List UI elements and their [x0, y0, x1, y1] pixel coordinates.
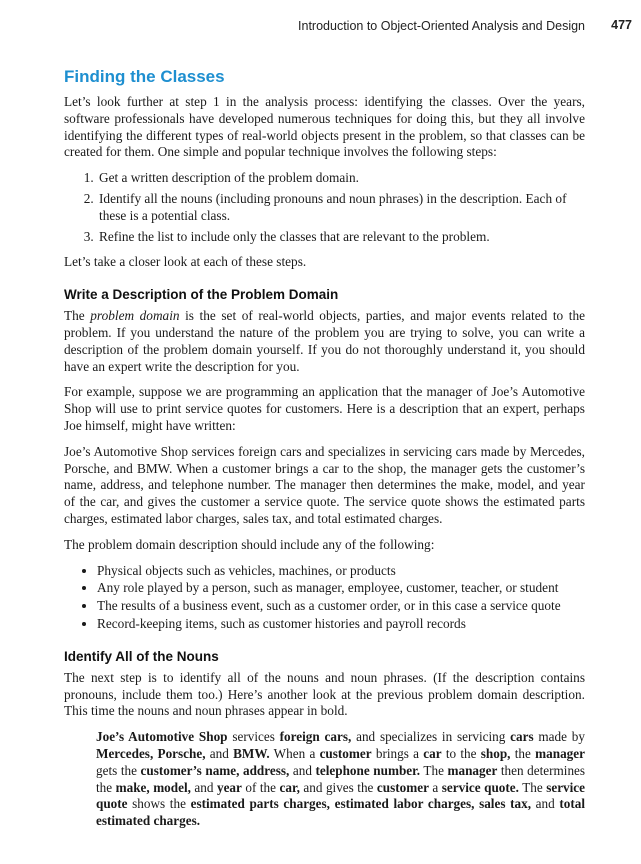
quote-text: and [190, 779, 217, 795]
quote-text: and [531, 796, 560, 812]
bold-noun: service quote [96, 779, 586, 812]
should-include-paragraph: The problem domain description should include any of the following: [64, 536, 435, 552]
bullet-list [64, 563, 585, 633]
quote-text: The [518, 779, 547, 795]
description-paragraph: Joe’s Automotive Shop services foreign cars and specializes in servicing cars made by Mercedes, Porsche, and BMW. When a customer brings a car to the shop, the manager gets the customer’s name, address, and telephone number. The manager then determines the make, model, and year of the car, and gives the customer a service quote. The service quote shows the estimated parts charges, estimated labor charges, sales tax, and total estimated charges. [64, 443, 585, 526]
bold-noun: total estimated charges. [96, 796, 586, 829]
text-run: is the set of real-world objects, parties, and major events related to the problem. If you understand the nature of the problem you are trying to solve, you can write a description of the problem domain yourself. If you do not thoroughly understand it, you should have an expert write the description for you. [64, 308, 586, 374]
quote-text: When a [269, 745, 320, 761]
quote-text: the [510, 745, 536, 761]
bold-noun: BMW. [233, 745, 270, 761]
bold-noun: year [216, 779, 242, 795]
term-problem-domain: problem domain [90, 308, 180, 324]
quote-text: shows the [127, 796, 191, 812]
text-run: The [64, 308, 91, 324]
quote-text: and specializes in servicing [351, 729, 511, 745]
nouns-paragraph: The next step is to identify all of the nouns and noun phrases. (If the description contains pronouns, include them too.) Here’s another look at the previous problem domain description. This time the nouns and noun phrases appear in bold. [64, 669, 585, 719]
bold-noun: manager [535, 745, 585, 761]
step-item: 2. Identify all the nouns (including pronouns and noun phrases) in the description. Each of these is a potential class. [97, 191, 585, 225]
outro-paragraph: Let’s take a closer look at each of these steps. [64, 254, 307, 270]
step-item: 1. Get a written description of the problem domain. [97, 170, 585, 187]
bold-noun: foreign cars, [279, 729, 352, 745]
bold-noun: shop, [480, 745, 511, 761]
bold-noun: Mercedes, Porsche, [96, 745, 206, 761]
intro-paragraph: Let’s look further at step 1 in the analysis process: identifying the classes. Over the years, software professionals have developed numerous techniques for doing this, but they all involve identifying the different types of real-world objects present in the problem, so that classes can be created for them. One simple and popular technique involves the following steps: [64, 94, 585, 160]
page-number: 477 [611, 18, 632, 32]
quote-text: of the [241, 779, 280, 795]
bullet-item: • Any role played by a person, such as manager, employee, customer, teacher, or student [97, 580, 585, 597]
bold-noun: telephone number. [315, 762, 421, 778]
step-item: 3. Refine the list to include only the classes that are relevant to the problem. [97, 229, 585, 246]
bold-noun: customer [376, 779, 429, 795]
bullet-item: • Record-keeping items, such as customer histories and payroll records [97, 616, 585, 633]
page-content [64, 66, 585, 830]
bold-noun: customer’s name, address, [140, 762, 290, 778]
bullet-item: • The results of a business event, such as a customer order, or in this case a service quote [97, 598, 585, 615]
subheading-identify-nouns: Identify All of the Nouns [64, 648, 219, 664]
quote-text: a [428, 779, 442, 795]
quote-text: The [420, 762, 448, 778]
quote-text: made by [533, 729, 585, 745]
quote-text: and [289, 762, 316, 778]
bold-noun: car [423, 745, 442, 761]
bold-noun: service quote. [441, 779, 519, 795]
quote-text: and [205, 745, 234, 761]
quote-text: services [227, 729, 280, 745]
bold-noun: car, [279, 779, 300, 795]
bullet-item: • Physical objects such as vehicles, machines, or products [97, 563, 585, 580]
steps-list [64, 170, 585, 245]
bold-noun: customer [319, 745, 372, 761]
quote-text: to the [441, 745, 481, 761]
bold-noun: estimated parts charges, estimated labor charges, sales tax, [190, 796, 531, 812]
section-heading-finding-classes: Finding the Classes [64, 67, 225, 86]
bold-noun: cars [510, 729, 534, 745]
bold-noun: Joe’s Automotive Shop [96, 729, 228, 745]
bold-noun: make, model, [115, 779, 191, 795]
subheading-write-description: Write a Description of the Problem Domain [64, 287, 339, 303]
quote-text: and gives the [299, 779, 377, 795]
bold-nouns-quote [96, 729, 585, 830]
quote-text: then determines the [96, 762, 586, 795]
problem-domain-paragraph [64, 308, 585, 375]
running-head: Introduction to Object-Oriented Analysis and Design [298, 19, 585, 33]
bold-noun: manager [447, 762, 498, 778]
example-paragraph: For example, suppose we are programming an application that the manager of Joe’s Automotive Shop will use to print service quotes for customers. Here is a description that an expert, perhaps Joe himself, might have written: [64, 384, 585, 433]
quote-text: gets the [96, 762, 141, 778]
quote-text: brings a [371, 745, 424, 761]
